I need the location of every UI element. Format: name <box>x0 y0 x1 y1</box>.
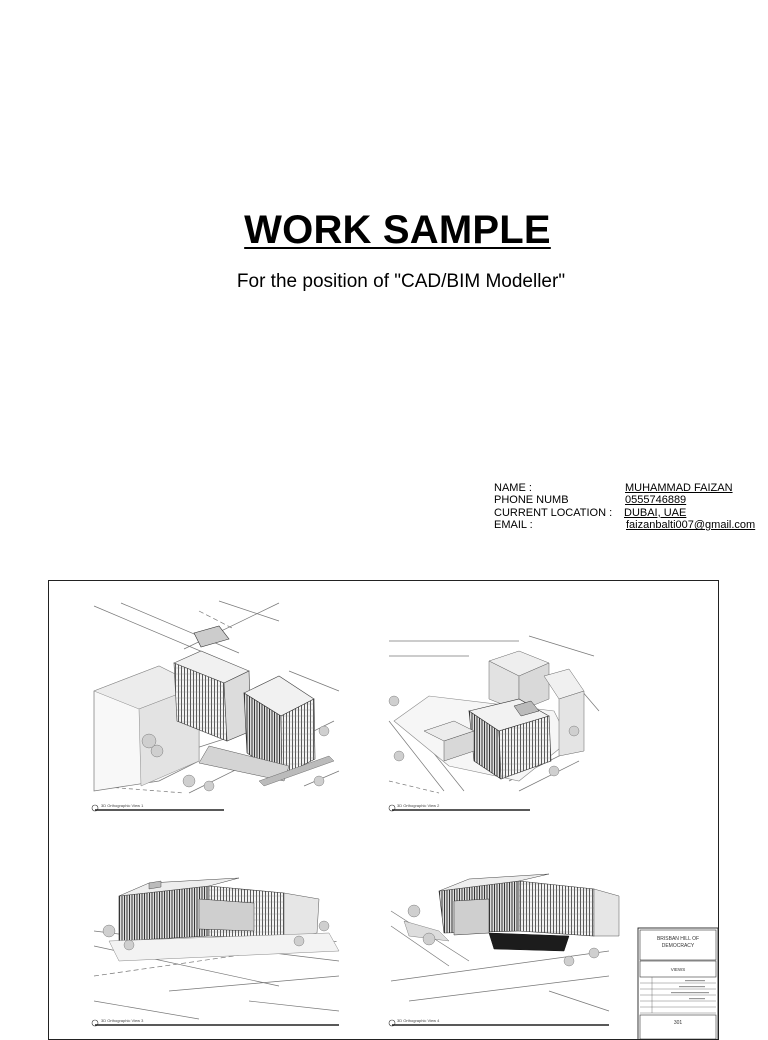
project-name-line-1: BRISBAN HILL OF <box>656 936 700 942</box>
sheet-name: VIEWS <box>670 967 686 972</box>
title-block <box>638 928 718 1040</box>
phone-value: 0555746889 <box>625 494 687 507</box>
drawing-sheet-artwork <box>49 581 719 1040</box>
contact-email-row <box>494 519 764 531</box>
view-3-label: 3D Orthographic View 3 <box>101 1018 144 1023</box>
project-name-line-2: DEMOCRACY <box>661 943 695 949</box>
sheet-number: 301 <box>673 1020 683 1026</box>
view-1-label: 3D Orthographic View 1 <box>101 803 144 808</box>
contact-phone-row <box>494 494 764 506</box>
email-label: EMAIL : <box>494 519 533 532</box>
contact-info <box>494 482 764 532</box>
view-2-label: 3D Orthographic View 2 <box>397 803 440 808</box>
view-4-label: 3D Orthographic View 4 <box>397 1018 440 1023</box>
phone-label: PHONE NUMB <box>494 494 569 507</box>
location-label: CURRENT LOCATION : <box>494 506 613 519</box>
contact-name-row <box>494 482 764 494</box>
location-value: DUBAI, UAE <box>624 506 687 519</box>
drawing-sheet <box>48 580 719 1040</box>
view-1-illustration <box>94 601 339 793</box>
name-value: MUHAMMAD FAIZAN <box>625 482 733 494</box>
name-label: NAME : <box>494 482 532 494</box>
view-2-illustration <box>389 636 599 793</box>
contact-location-row <box>494 507 764 519</box>
view-3-illustration <box>94 878 339 1019</box>
view-4-illustration <box>391 874 619 1011</box>
page-title: WORK SAMPLE <box>244 208 551 252</box>
page-subtitle: For the position of "CAD/BIM Modeller" <box>236 271 566 292</box>
email-value: faizanbalti007@gmail.com <box>626 519 756 532</box>
